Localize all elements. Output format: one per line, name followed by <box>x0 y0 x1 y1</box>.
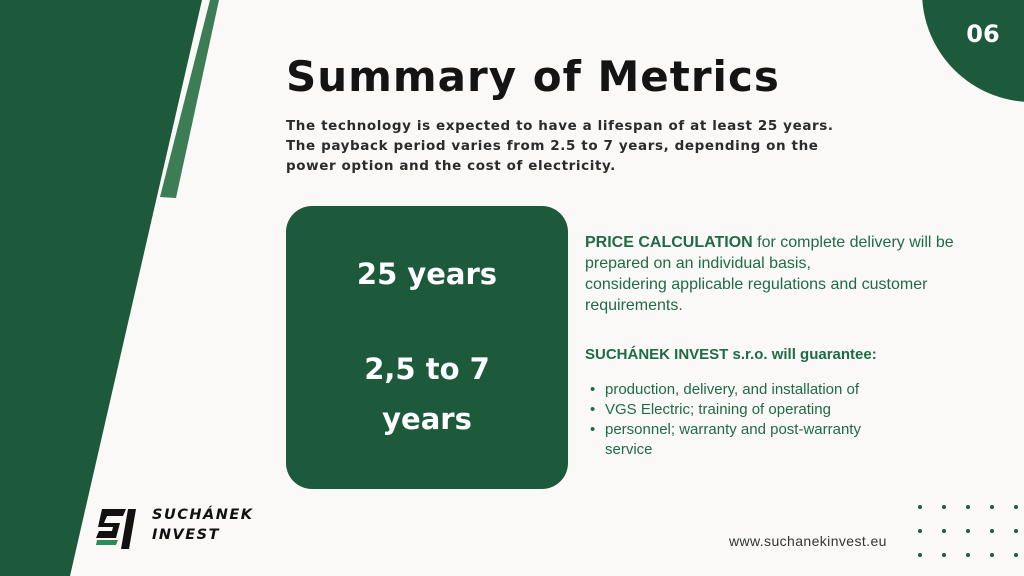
company-logo <box>96 505 286 555</box>
payback-range: 2,5 to 7 <box>364 352 490 386</box>
dark-green-shape <box>0 0 202 576</box>
guarantee-list <box>590 380 861 460</box>
guarantee-item-continuation: service <box>605 441 653 458</box>
intro-paragraph <box>286 116 846 176</box>
corner-circle <box>922 0 1024 102</box>
slide-title: Summary of Metrics <box>286 52 780 101</box>
payback-metric <box>286 344 568 444</box>
price-line-1-rest: for complete delivery will be <box>752 234 954 251</box>
lifespan-metric: 25 years <box>356 257 498 291</box>
price-calculation-block <box>585 232 1015 316</box>
price-paragraph <box>585 232 1015 316</box>
website-link[interactable]: www.suchanekinvest.eu <box>729 533 887 549</box>
price-line-3: considering applicable regulations and customer <box>585 276 928 293</box>
logo-word-invest: INVEST <box>152 527 220 543</box>
payback-unit: years <box>382 402 472 436</box>
price-line-2: prepared on an individual basis, <box>585 255 811 272</box>
guarantee-heading: SUCHÁNEK INVEST s.r.o. will guarantee: <box>585 346 877 363</box>
metrics-card <box>286 206 568 489</box>
price-heading: PRICE CALCULATION <box>585 234 753 251</box>
intro-line: The technology is expected to have a lifespan of at least 25 years. <box>286 118 834 134</box>
intro-line: power option and the cost of electricity. <box>286 158 616 174</box>
dot-grid <box>918 505 1018 557</box>
logo-word-suchanek: SUCHÁNEK <box>152 507 254 523</box>
intro-line: The payback period varies from 2.5 to 7 years, depending on the <box>286 138 819 154</box>
guarantee-item: • personnel; warranty and post-warranty <box>590 420 861 440</box>
guarantee-item: • VGS Electric; training of operating <box>590 400 861 420</box>
guarantee-item: • production, delivery, and installation of <box>590 380 861 400</box>
price-line-1 <box>585 232 1015 253</box>
price-line-4: requirements. <box>585 297 683 314</box>
si-monogram-icon <box>96 505 146 553</box>
page-number: 06 <box>966 20 1000 48</box>
